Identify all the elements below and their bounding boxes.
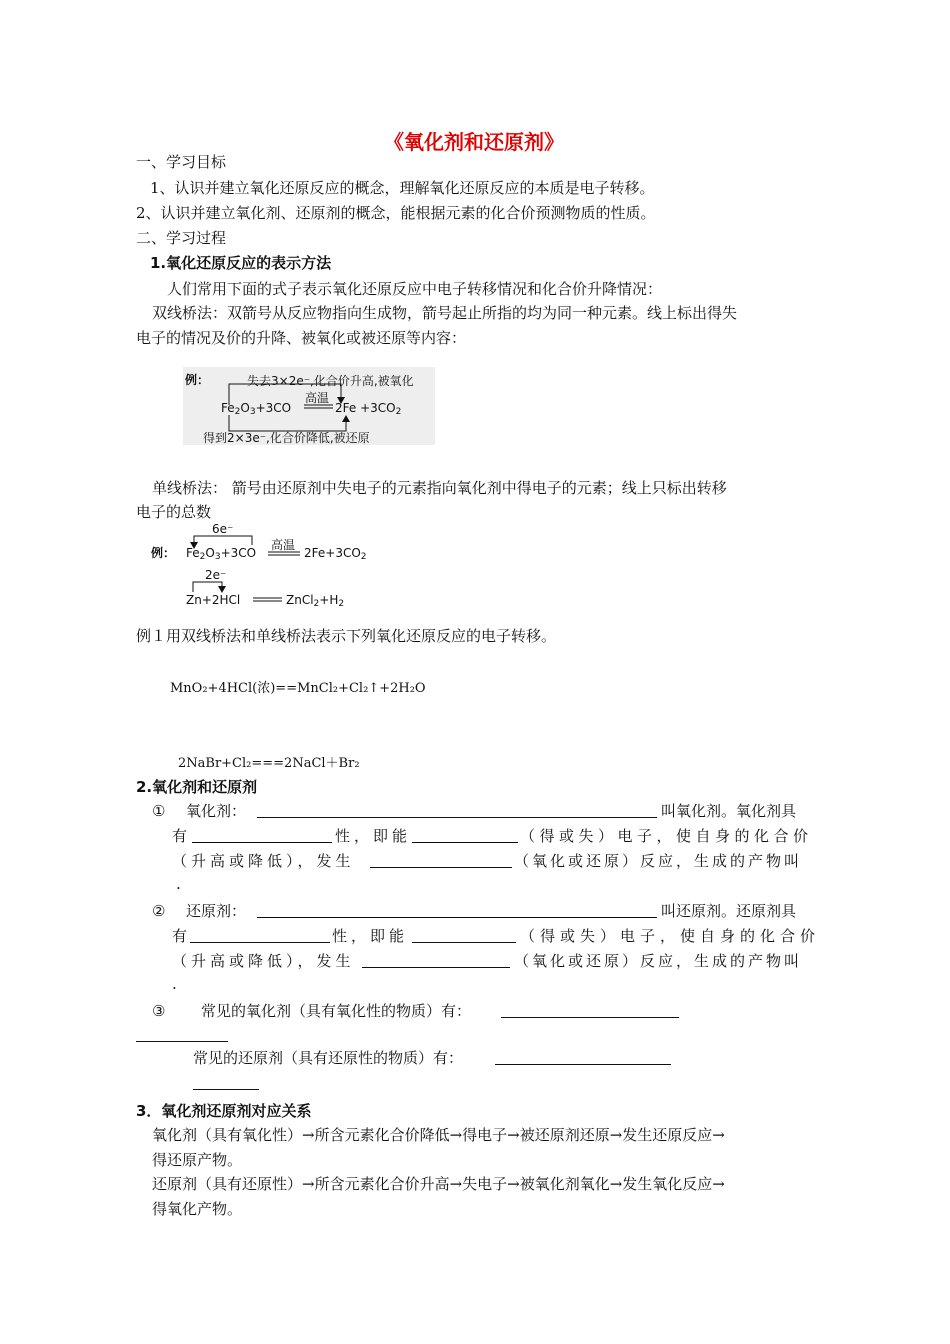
reductant-label: 还原剂：	[186, 902, 247, 920]
double-bridge-text-2: 电子的情况及价的升降、被氧化或被还原等内容：	[136, 329, 467, 347]
figure-label: 例：	[151, 546, 176, 560]
oxidant-definition-blank[interactable]	[257, 817, 657, 818]
common-oxidants-blank[interactable]	[501, 1017, 679, 1018]
reductant-end-text: 叫还原剂。还原剂具	[661, 902, 797, 920]
single-bridge-text-2: 电子的总数	[136, 503, 212, 521]
equation-left: $Fe_2O_3+3CO$	[221, 401, 292, 417]
common-oxidants-label: 常见的氧化剂（具有氧化性的物质）有：	[201, 1002, 472, 1020]
reductant-number: ②	[152, 902, 166, 920]
reductant-line2-b: 性，即能	[332, 927, 409, 945]
top-annotation: 失去3×2e⁻,化合价升高,被氧化	[247, 374, 414, 388]
reductant-reaction-blank[interactable]	[362, 967, 510, 968]
goal-item-1: 1、认识并建立氧化还原反应的概念，理解氧化还原反应的本质是电子转移。	[150, 179, 655, 197]
equation-right: $2Fe +3CO_2$	[335, 401, 402, 417]
reductant-gain-lose-blank[interactable]	[412, 942, 516, 943]
section-heading-process: 二、学习过程	[136, 229, 227, 247]
condition-label: 高温	[305, 391, 330, 405]
relation-oxidant-line1: 氧化剂（具有氧化性）→所含元素化合价降低→得电子→被还原剂还原→发生还原反应→	[152, 1126, 725, 1144]
equation-1-left: $Fe_2O_3+3CO$	[186, 546, 257, 562]
goal-item-2: 2、认识并建立氧化剂、还原剂的概念，能根据元素的化合价预测物质的性质。	[136, 204, 656, 222]
reductant-product-blank[interactable]: .	[172, 975, 177, 993]
example-1-text: 例１用双线桥法和单线桥法表示下列氧化还原反应的电子转移。	[136, 627, 557, 645]
section-heading-goals: 一、学习目标	[136, 153, 227, 171]
oxidant-end-text: 叫氧化剂。氧化剂具	[661, 802, 797, 820]
relation-reductant-line2: 得氧化产物。	[152, 1200, 243, 1218]
common-reductants-label: 常见的还原剂（具有还原性的物质）有：	[193, 1049, 464, 1067]
equation-1-right: $2Fe+3CO_2$	[304, 546, 367, 562]
subsection-title-2: 2.氧化剂和还原剂	[136, 778, 258, 796]
oxidant-line2-c: （得或失）电子，使自身的化合价	[520, 827, 813, 845]
common-reductants-blank[interactable]	[495, 1064, 671, 1065]
oxidant-line3-a: （升高或降低），发生	[172, 852, 355, 870]
single-bridge-figure	[150, 522, 390, 612]
electron-label-1: 6e⁻	[212, 522, 234, 536]
reductant-line3-a: （升高或降低），发生	[172, 952, 355, 970]
oxidant-property-blank[interactable]	[192, 842, 332, 843]
common-number: ③	[152, 1002, 166, 1020]
oxidant-gain-lose-blank[interactable]	[412, 842, 518, 843]
oxidant-line2-b: 性，即能	[335, 827, 412, 845]
oxidant-number: ①	[152, 802, 166, 820]
example-equation-2: 2NaBr+Cl₂===2NaCl＋Br₂	[178, 756, 360, 771]
double-bridge-figure	[183, 367, 435, 445]
condition-label: 高温	[271, 538, 296, 552]
electron-label-2: 2e⁻	[205, 568, 227, 582]
oxidant-line2-a: 有	[172, 827, 188, 845]
reductant-definition-blank[interactable]	[257, 917, 657, 918]
double-bridge-text-1: 双线桥法：双箭号从反应物指向生成物，箭号起止所指的均为同一种元素。线上标出得失	[152, 304, 738, 322]
oxidant-line3-b: （氧化或还原）反应，生成的产物叫	[514, 852, 803, 870]
figure-label: 例：	[185, 373, 210, 387]
oxidant-label: 氧化剂：	[186, 802, 247, 820]
intro-text: 人们常用下面的式子表示氧化还原反应中电子转移情况和化合价升降情况：	[167, 280, 663, 298]
equation-2-right: $ZnCl_2+H_2$	[286, 593, 345, 609]
subsection-title-3: 3．氧化剂还原剂对应关系	[136, 1102, 312, 1120]
bottom-annotation: 得到2×3e⁻,化合价降低,被还原	[203, 431, 370, 445]
oxidant-reaction-blank[interactable]	[370, 867, 512, 868]
example-equation-1: MnO₂+4HCl(浓)==MnCl₂+Cl₂↑+2H₂O	[170, 681, 426, 696]
subsection-title-1: 1.氧化还原反应的表示方法	[150, 254, 332, 272]
oxidant-product-blank[interactable]: .	[176, 875, 181, 893]
single-bridge-text-1: 单线桥法： 箭号由还原剂中失电子的元素指向氧化剂中得电子的元素；线上只标出转移	[152, 479, 727, 497]
equation-2-left: Zn+2HCl	[186, 593, 241, 607]
common-reductants-blank-cont[interactable]	[193, 1089, 259, 1090]
relation-oxidant-line2: 得还原产物。	[152, 1151, 243, 1169]
common-oxidants-blank-cont[interactable]	[136, 1041, 228, 1042]
relation-reductant-line1: 还原剂（具有还原性）→所含元素化合价升高→失电子→被氧化剂氧化→发生氧化反应→	[152, 1175, 725, 1193]
page-title: 《氧化剂和还原剂》	[384, 130, 564, 154]
reductant-line3-b: （氧化或还原）反应，生成的产物叫	[514, 952, 803, 970]
reductant-line2-c: （得或失）电子，使自身的化合价	[520, 927, 821, 945]
reductant-line2-a: 有	[172, 927, 188, 945]
reductant-property-blank[interactable]	[190, 942, 330, 943]
